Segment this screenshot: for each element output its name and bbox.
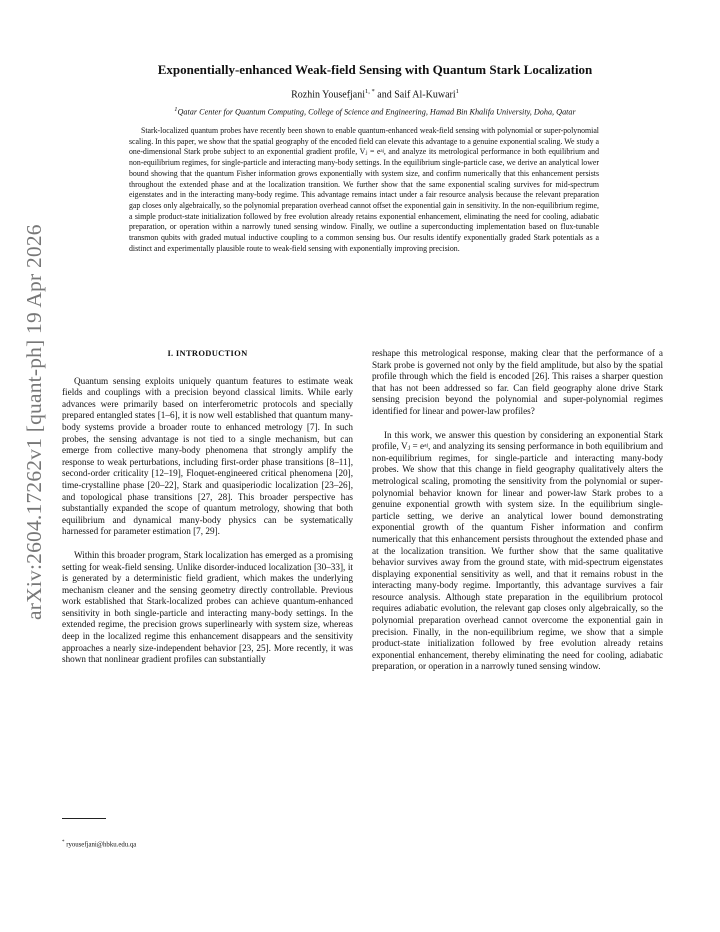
footnote	[62, 840, 136, 848]
affiliation-text: Qatar Center for Quantum Computing, College of Science and Engineering, Hamad Bin Khalifa University, Doha, Qatar	[177, 107, 576, 117]
intro-paragraph-2: Within this broader program, Stark localization has emerged as a promising setting for weak-field sensing. Unlike disorder-induced localization [30–33], it is generated by a deterministic field gradient, which makes the underlying mechanism cleaner and the sensing geometry directly controllable. Previous work established that Stark-localized probes can achieve quantum-enhanced sensitivity in both single-particle and interacting many-body settings. In the extended regime, the precision grows superlinearly with system size, whereas deep in the localized regime this enhancement disappears and the sensitivity approaches a nearly size-independent behavior [23, 25]. More recently, it was shown that nonlinear gradient profiles can substantially	[62, 549, 353, 665]
affiliation-mark: 1	[174, 106, 178, 113]
section-heading: I. INTRODUCTION	[167, 348, 248, 358]
right-column	[372, 348, 663, 685]
paper-title: Exponentially-enhanced Weak-field Sensing with Quantum Stark Localization	[157, 62, 593, 77]
abstract: Stark-localized quantum probes have recently been shown to enable quantum-enhanced weak-field sensing with polynomial or super-polynomial scaling. In this paper, we show that the spatial geography of the encoded field can elevate this advantage to a genuine exponential scaling. We study a one-dimensional Stark probe subject to an exponential gradient profile, Vⱼ = eᵃʲ, and analyze its metrological performance in both equilibrium and non-equilibrium regimes, for single-particle and interacting many-body settings. In the equilibrium single-particle case, we derive an analytical lower bound showing that the quantum Fisher information grows exponentially with system size, and confirm numerically that this enhancement persists throughout the extended phase and at the localization transition. We further show that the same exponential scaling survives for mid-spectrum eigenstates and in the interacting many-body regime. This advantage remains intact under a fair resource analysis because the relevant preparation gap closes only algebraically, so the polynomial preparation overhead cannot offset the exponential gain in sensitivity. In the non-equilibrium regime, a simple product-state initialization followed by free evolution already retains exponential enhancement, eliminating the need for cooling, adiabatic preparation, or operation within a narrowly tuned sensing window. Finally, we outline a superconducting implementation based on flux-tunable transmon qubits with graded mutual inductive coupling to a common sensing bus. Our results identify exponentially graded Stark potentials as a distinct and experimentally plausible route to weak-field sensing with exponentially improving precision.	[129, 126, 599, 253]
author-conjunction: and	[374, 89, 395, 101]
footnote-email: ryousefjani@hbku.edu.qa	[66, 841, 137, 849]
author-line	[80, 88, 670, 100]
intro-paragraph-1: Quantum sensing exploits uniquely quantum features to estimate weak fields and couplings with a precision beyond classical limits. While early advances were primarily based on interferometric protocols and specially prepared entangled states [1–6], it is now well established that quantum many-body systems provide a broader route to enhanced metrology [7]. In such probes, the sensing advantage is not tied to a single mechanism, but can emerge from collective many-body phenomena that strongly amplify the response to weak perturbations, including first-order phase transitions [8–11], second-order criticality [12–19], Floquet-engineered critical phenomena [20], time-crystalline phase [20–22], Stark and quasiperiodic localization [23–26], and topological phase transitions [27, 28]. This broader perspective has substantially expanded the scope of quantum metrology, showing that both equilibrium and dynamical many-body physics can be systematically harnessed for parameter estimation [7, 29].	[62, 375, 353, 537]
footnote-rule	[62, 818, 106, 819]
intro-paragraph-4: In this work, we answer this question by considering an exponential Stark profile, Vⱼ = eᵃʲ, and analyzing its sensing performance in both equilibrium and non-equilibrium regimes, for single-particle and interacting many-body probes. We show that this change in field geography qualitatively alters the metrological scaling, promoting the sensitivity from the polynomial or super-polynomial behavior known for linear and power-law Stark probes to a genuine exponential growth with system size. In the equilibrium single-particle setting, we derive an analytical lower bound demonstrating exponential growth of the quantum Fisher information and confirm numerically that this enhancement persists throughout the extended phase and at the localization transition. We further show that the same qualitative behavior survives away from the ground state, with mid-spectrum eigenstates displaying exponential sensitivity as well, and that it remains robust in the interacting many-body regime. Importantly, this advantage survives a fair resource analysis. Although state preparation in the equilibrium protocol requires adiabatic evolution, the relevant gap closes only algebraically, so the polynomial preparation overhead cannot overcome the exponential gain in precision. Finally, in the non-equilibrium regime, we show that a simple product-state initialization followed by free evolution already retains exponential enhancement, thereby eliminating the need for cooling, adiabatic preparation, or operation in a narrowly tuned sensing window.	[372, 429, 663, 672]
author-2: Saif Al-Kuwari	[394, 89, 456, 101]
author-1-affil-mark: 1, *	[365, 88, 375, 95]
arxiv-identifier: arXiv:2604.17262v1 [quant-ph] 19 Apr 2026	[22, 224, 46, 620]
author-2-affil-mark: 1	[455, 88, 459, 95]
left-column	[62, 348, 353, 678]
intro-paragraph-3: reshape this metrological response, making clear that the performance of a Stark probe is governed not only by the field amplitude, but also by the spatial profile through which the field is encoded [26]. This raises a sharper question that has not been addressed so far. Can field geography alone drive Stark sensing precision beyond the polynomial and super-polynomial regimes identified for linear and power-law profiles?	[372, 348, 663, 416]
author-1: Rozhin Yousefjani	[291, 89, 366, 101]
affiliation	[80, 106, 670, 117]
footnote-mark: *	[62, 840, 65, 845]
